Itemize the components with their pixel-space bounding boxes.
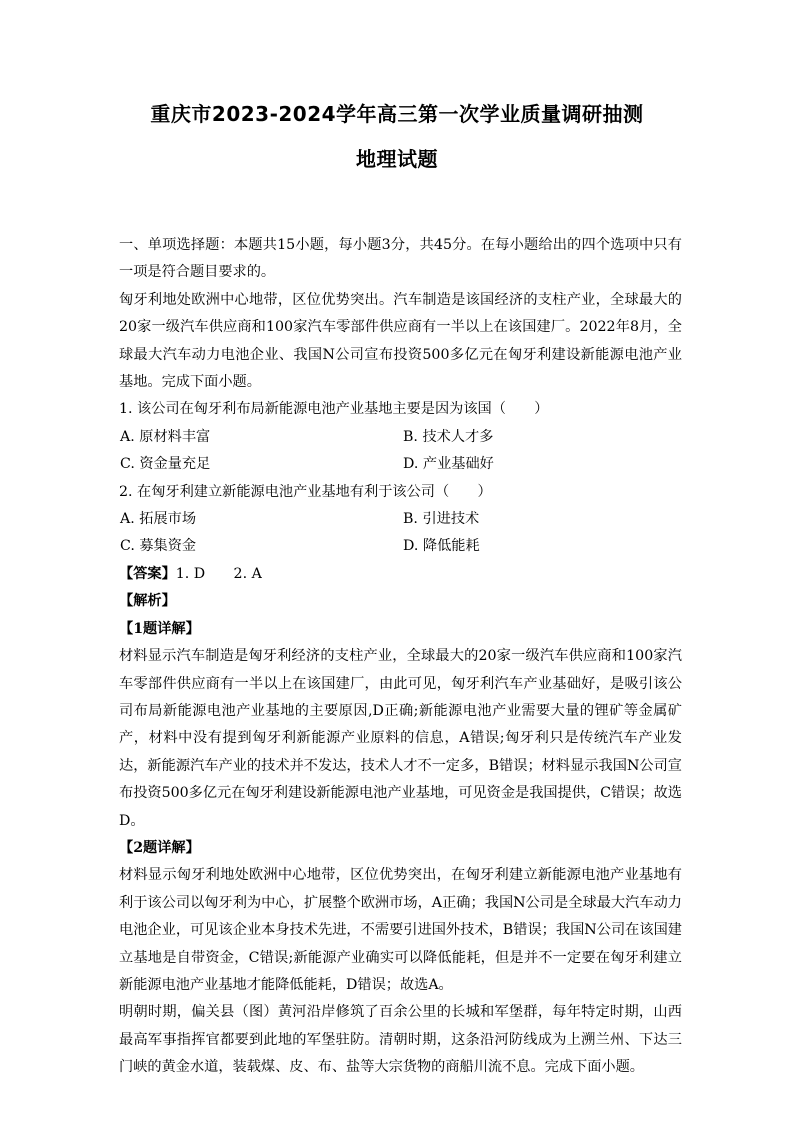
question-1-options-row-2: [119, 451, 682, 478]
analysis-label: 【解析】: [119, 593, 176, 610]
detail-1-label: 【1题详解】: [119, 620, 200, 637]
material-paragraph-2: 明朝时期，偏关县（图）黄河沿岸修筑了百余公里的长城和军堡群，每年特定时期，山西最高军事指挥官都要到此地的军堡驻防。清朝时期，这条沿河防线成为上溯兰州、下达三门峡的黄金水道，装载煤、皮、布、盐等大宗货物的商船川流不息。完成下面小题。: [119, 1004, 682, 1076]
question-2-stem: 2. 在匈牙利建立新能源电池产业基地有利于该公司（ ）: [119, 483, 492, 500]
question-1-option-d: D. 产业基础好: [403, 456, 494, 473]
document-title: 重庆市2023-2024学年高三第一次学业质量调研抽测: [150, 102, 644, 126]
detail-2-label: 【2题详解】: [119, 839, 200, 856]
question-2-options-row-2: [119, 533, 682, 560]
answer-label: 【答案】: [119, 565, 176, 582]
question-2-option-b: B. 引进技术: [403, 511, 480, 528]
question-2-option-a: A. 拓展市场: [120, 511, 197, 528]
section-heading: 一、单项选择题：本题共15小题，每小题3分，共45分。在每小题给出的四个选项中只有一项是符合题目要求的。: [119, 237, 682, 281]
detail-2-text: 材料显示匈牙利地处欧洲中心地带，区位优势突出，在匈牙利建立新能源电池产业基地有利于该公司以匈牙利为中心，扩展整个欧洲市场，A正确；我国N公司是全球最大汽车动力电池企业，可见该企业本身技术先进，不需要引进国外技术，B错误；我国N公司在该国建立基地是自带资金，C错误;新能源产业确实可以降低能耗，但是并不一定要在匈牙利建立新能源电池产业基地才能降低能耗，D错误；故选A。: [119, 867, 682, 993]
document-body: [119, 232, 682, 1082]
material-paragraph-1: 匈牙利地处欧洲中心地带，区位优势突出。汽车制造是该国经济的支柱产业，全球最大的20家一级汽车供应商和100家汽车零部件供应商有一半以上在该国建厂。2022年8月，全球最大汽车动力电池企业、我国N公司宣布投资500多亿元在匈牙利建设新能源电池产业基地。完成下面小题。: [119, 291, 682, 391]
question-2-options-row-1: [119, 506, 682, 533]
answer-text: 1. D 2. A: [175, 565, 262, 582]
question-2-option-d: D. 降低能耗: [403, 538, 480, 555]
question-1-option-b: B. 技术人才多: [403, 428, 494, 445]
detail-1-text: 材料显示汽车制造是匈牙利经济的支柱产业，全球最大的20家一级汽车供应商和100家汽车零部件供应商有一半以上在该国建厂，由此可见，匈牙利汽车产业基础好，是吸引该公司布局新能源电池产业基地的主要原因,D正确;新能源电池产业需要大量的锂矿等金属矿产，材料中没有提到匈牙利新能源产业原料的信息，A错误;匈牙利只是传统汽车产业发达，新能源汽车产业的技术并不发达，技术人才不一定多，B错误；材料显示我国N公司宣布投资500多亿元在匈牙利建设新能源电池产业基地，可见资金是我国提供，C错误；故选D。: [119, 648, 682, 829]
question-1-option-a: A. 原材料丰富: [120, 428, 211, 445]
question-1-option-c: C. 资金量充足: [120, 456, 211, 473]
question-2-option-c: C. 募集资金: [120, 538, 197, 555]
document-subtitle: 地理试题: [356, 147, 438, 171]
question-1-stem: 1. 该公司在匈牙利布局新能源电池产业基地主要是因为该国（ ）: [119, 401, 549, 418]
question-1-options-row-1: [119, 424, 682, 451]
answer-line: [119, 561, 682, 588]
